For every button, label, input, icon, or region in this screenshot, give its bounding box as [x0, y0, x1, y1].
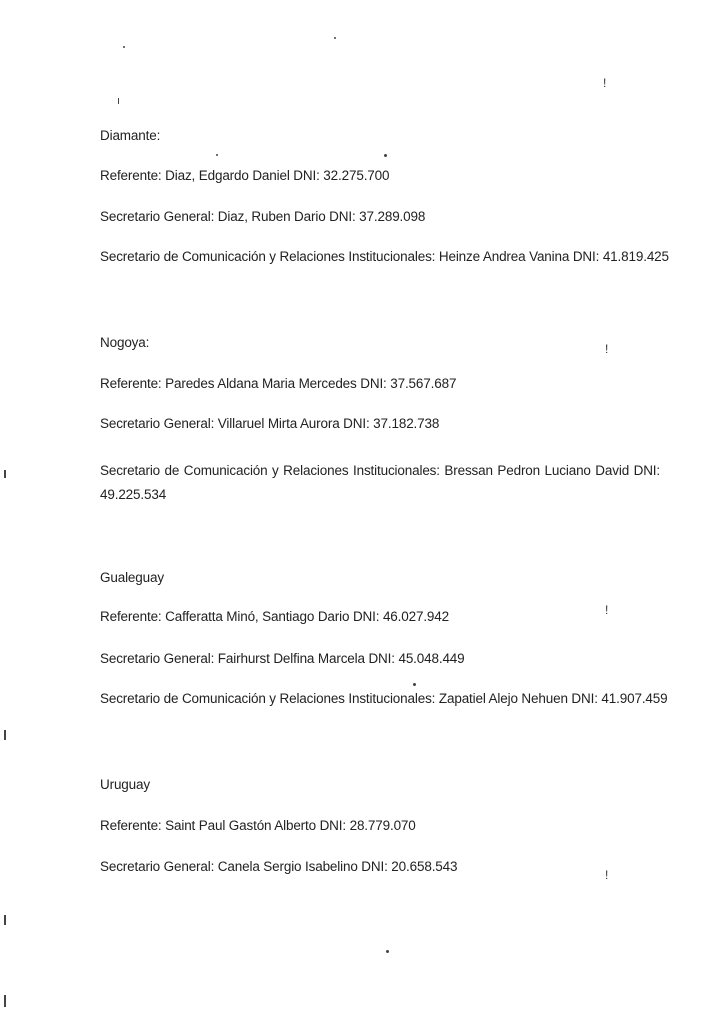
gualeguay-secretario-general: Secretario General: Fairhurst Delfina Marcela DNI: 45.048.449 — [100, 651, 465, 666]
scan-speck — [4, 915, 6, 925]
gualeguay-referente: Referente: Cafferatta Minó, Santiago Dario DNI: 46.027.942 — [100, 609, 450, 624]
nogoya-secretario-general: Secretario General: Villaruel Mirta Aurora DNI: 37.182.738 — [100, 416, 440, 431]
margin-mark: ! — [605, 603, 609, 617]
section-heading-uruguay: Uruguay — [100, 777, 150, 792]
scan-speck — [118, 98, 119, 104]
section-heading-gualeguay: Gualeguay — [100, 570, 164, 585]
scan-speck — [4, 470, 6, 478]
diamante-secretario-general: Secretario General: Diaz, Ruben Dario DNI: 37.289.098 — [100, 209, 426, 224]
margin-mark: ! — [605, 342, 609, 356]
gualeguay-secretario-comunicacion: Secretario de Comunicación y Relaciones Institucionales: Zapatiel Alejo Nehuen DNI: 41.907.459 — [100, 691, 668, 706]
scan-speck — [216, 154, 218, 156]
nogoya-secretario-comunicacion: Secretario de Comunicación y Relaciones Institucionales: Bressan Pedron Luciano David DNI: 49.225.534 — [100, 463, 660, 502]
scan-speck — [4, 995, 6, 1007]
margin-mark: ! — [603, 76, 607, 90]
scan-speck — [413, 683, 416, 686]
scan-speck — [334, 37, 336, 39]
uruguay-referente: Referente: Saint Paul Gastón Alberto DNI: 28.779.070 — [100, 818, 416, 833]
diamante-secretario-comunicacion: Secretario de Comunicación y Relaciones Institucionales: Heinze Andrea Vanina DNI: 41.819.425 — [100, 249, 669, 264]
scan-speck — [4, 730, 6, 740]
section-heading-diamante: Diamante: — [100, 128, 161, 143]
scan-speck — [384, 154, 387, 157]
scan-speck — [386, 950, 389, 953]
uruguay-secretario-general: Secretario General: Canela Sergio Isabelino DNI: 20.658.543 — [100, 859, 458, 874]
scan-speck — [123, 46, 125, 48]
section-heading-nogoya: Nogoya: — [100, 335, 150, 350]
diamante-referente: Referente: Diaz, Edgardo Daniel DNI: 32.275.700 — [100, 168, 390, 183]
nogoya-referente: Referente: Paredes Aldana Maria Mercedes DNI: 37.567.687 — [100, 376, 457, 391]
margin-mark: ! — [605, 868, 609, 882]
